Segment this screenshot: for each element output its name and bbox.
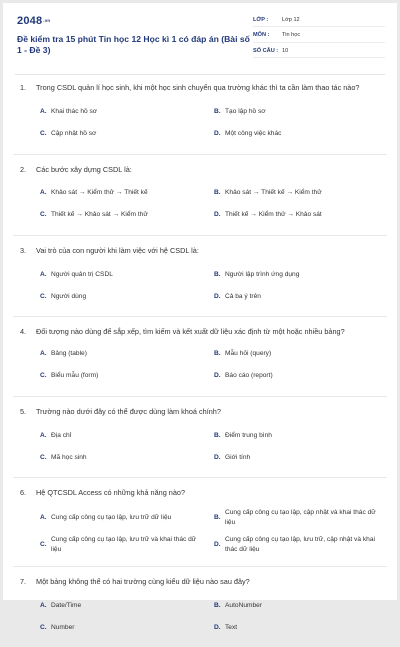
option-letter: C.: [40, 372, 47, 380]
question-5: [3, 397, 397, 477]
option-text: Khai thác hồ sơ: [51, 107, 98, 115]
question-2: [3, 155, 397, 236]
question-6: [3, 478, 397, 567]
option-text: Báo cáo (report): [225, 372, 273, 380]
question-7: [3, 567, 397, 647]
option-text: Cung cấp công cụ tạo lập, lưu trữ và khai thác dữ liệu: [51, 536, 197, 553]
option-letter: B.: [214, 350, 221, 358]
option-letter: C.: [40, 623, 47, 631]
option-text: Tạo lập hồ sơ: [225, 107, 266, 115]
option-text: Thiết kế → Khảo sát → Kiểm thử: [51, 211, 148, 219]
answer-option-d[interactable]: [214, 204, 388, 226]
option-letter: B.: [214, 513, 221, 521]
question-text: Đối tượng nào dùng để sắp xếp, tìm kiếm và kết xuất dữ liệu xác định từ một hoặc nhiều bảng?: [36, 326, 345, 336]
option-letter: B.: [214, 189, 221, 197]
answer-option-a[interactable]: [40, 595, 214, 617]
meta-value: 10: [282, 47, 289, 54]
answer-option-c[interactable]: [40, 204, 214, 226]
question-text: Trong CSDL quản lí học sinh, khi một học sinh chuyển qua trường khác thì ta cần làm thao tác nào?: [36, 83, 360, 92]
answer-option-c[interactable]: [40, 365, 214, 387]
option-text: Cung cấp công cụ tạo lập, cập nhật và khai thác dữ liệu: [225, 509, 376, 526]
question-stem: [20, 246, 387, 257]
question-text: Một bảng không thể có hai trường cùng kiểu dữ liệu nào sau đây?: [36, 577, 250, 586]
meta-row-count: [253, 44, 385, 58]
option-letter: D.: [214, 623, 221, 631]
answer-options: [40, 504, 387, 558]
option-letter: C.: [40, 211, 47, 219]
answer-options: [40, 595, 387, 639]
option-letter: A.: [40, 601, 47, 609]
option-letter: C.: [40, 129, 47, 137]
option-letter: D.: [214, 129, 221, 137]
answer-option-d[interactable]: [214, 123, 388, 145]
answer-option-c[interactable]: [40, 447, 214, 469]
question-stem: [20, 407, 387, 418]
option-text: Mã học sinh: [51, 453, 87, 461]
question-4: [3, 317, 397, 397]
answer-options: [40, 182, 387, 226]
answer-options: [40, 264, 387, 308]
question-1: [3, 83, 397, 154]
option-letter: C.: [40, 540, 47, 548]
question-number: 2.: [20, 164, 27, 174]
answer-options: [40, 343, 387, 387]
answer-option-c[interactable]: [40, 617, 214, 639]
option-text: Cả ba ý trên: [225, 292, 261, 300]
page-header: [3, 3, 397, 71]
question-stem: [20, 165, 387, 176]
option-letter: A.: [40, 270, 47, 278]
question-text: Trường nào dưới đây có thể được dùng làm khoá chính?: [36, 407, 221, 416]
answer-option-d[interactable]: [214, 286, 388, 308]
logo-text: 2048: [17, 15, 43, 27]
question-3: [3, 236, 397, 316]
option-text: Biểu mẫu (form): [51, 372, 99, 380]
answer-option-b[interactable]: [214, 264, 388, 286]
option-text: Bảng (table): [51, 350, 87, 358]
option-letter: D.: [214, 453, 221, 461]
option-text: Date/Time: [51, 601, 82, 609]
answer-option-a[interactable]: [40, 101, 214, 123]
option-text: Một công việc khác: [225, 129, 282, 137]
question-number: 1.: [20, 83, 27, 92]
meta-row-subject: [253, 29, 385, 43]
option-text: Người quản trị CSDL: [51, 270, 113, 278]
option-text: Mẫu hỏi (query): [225, 350, 272, 358]
option-letter: B.: [214, 431, 221, 439]
answer-option-c[interactable]: [40, 123, 214, 145]
option-letter: A.: [40, 189, 47, 197]
option-text: Người dùng: [51, 292, 87, 300]
option-text: Khảo sát → Thiết kế → Kiểm thử: [225, 189, 322, 197]
option-text: Địa chỉ: [51, 431, 72, 439]
answer-option-b[interactable]: [214, 101, 388, 123]
option-text: Khảo sát → Kiểm thử → Thiết kế: [51, 189, 148, 197]
option-text: Cung cấp công cụ tạo lập, lưu trữ dữ liệu: [51, 513, 172, 521]
question-number: 5.: [20, 407, 27, 416]
answer-option-b[interactable]: [214, 504, 388, 531]
option-letter: B.: [214, 107, 221, 115]
option-text: Cập nhật hồ sơ: [51, 129, 97, 137]
option-text: Điểm trung bình: [225, 431, 272, 439]
quiz-page: [3, 3, 397, 631]
question-text: Các bước xây dựng CSDL là:: [36, 164, 132, 174]
meta-row-class: [253, 13, 385, 27]
answer-option-c[interactable]: [40, 531, 214, 558]
question-stem: [20, 83, 387, 94]
option-letter: A.: [40, 431, 47, 439]
option-letter: C.: [40, 453, 47, 461]
option-letter: B.: [214, 270, 221, 278]
meta-value: Tin học: [282, 32, 301, 38]
answer-option-a[interactable]: [40, 264, 214, 286]
option-letter: B.: [214, 601, 221, 609]
question-text: Hệ QTCSDL Access có những khả năng nào?: [36, 487, 186, 497]
option-letter: D.: [214, 540, 221, 548]
quiz-meta: [253, 13, 385, 60]
question-number: 7.: [20, 577, 27, 586]
meta-key: LỚP :: [253, 16, 269, 23]
answer-option-b[interactable]: [214, 595, 388, 617]
option-letter: A.: [40, 107, 47, 115]
option-text: Giới tính: [225, 453, 251, 461]
option-text: Thiết kế → Kiểm thử → Khảo sát: [225, 211, 322, 219]
answer-option-b[interactable]: [214, 425, 388, 447]
answer-option-a[interactable]: [40, 504, 214, 531]
option-text: Người lập trình ứng dụng: [225, 270, 300, 278]
answer-option-b[interactable]: [214, 343, 388, 365]
page-title: Đề kiểm tra 15 phút Tin học 12 Học kì 1 có đáp án (Bài số 1 - Đề 3): [17, 34, 250, 55]
meta-key: SỐ CÂU :: [253, 47, 279, 54]
option-letter: A.: [40, 513, 47, 521]
question-text: Vai trò của con người khi làm việc với hệ CSDL là:: [36, 246, 199, 255]
question-stem: [20, 327, 387, 338]
question-stem: [20, 488, 387, 499]
answer-options: [40, 101, 387, 145]
logo-domain: .vn: [43, 18, 51, 23]
question-number: 6.: [20, 487, 27, 497]
option-letter: C.: [40, 292, 47, 300]
site-logo[interactable]: [17, 15, 50, 27]
option-text: AutoNumber: [225, 601, 263, 609]
meta-key: MÔN :: [253, 32, 270, 38]
answer-option-a[interactable]: [40, 425, 214, 447]
answer-options: [40, 425, 387, 469]
question-number: 4.: [20, 326, 27, 336]
option-letter: A.: [40, 350, 47, 358]
option-text: Cung cấp công cụ tạo lập, lưu trữ, cập nhật và khai thác dữ liệu: [225, 536, 375, 553]
answer-option-b[interactable]: [214, 182, 388, 204]
meta-value: Lớp 12: [282, 16, 300, 23]
question-stem: [20, 577, 387, 588]
option-letter: D.: [214, 211, 221, 219]
answer-option-a[interactable]: [40, 182, 214, 204]
option-letter: D.: [214, 292, 221, 300]
option-letter: D.: [214, 372, 221, 380]
answer-option-d[interactable]: [214, 447, 388, 469]
answer-option-c[interactable]: [40, 286, 214, 308]
option-text: Text: [225, 623, 238, 631]
question-list: [3, 83, 397, 647]
answer-option-d[interactable]: [214, 617, 388, 639]
question-number: 3.: [20, 246, 27, 255]
header-divider: [15, 74, 385, 75]
answer-option-a[interactable]: [40, 343, 214, 365]
answer-option-d[interactable]: [214, 531, 388, 558]
answer-option-d[interactable]: [214, 365, 388, 387]
option-text: Number: [51, 623, 75, 631]
